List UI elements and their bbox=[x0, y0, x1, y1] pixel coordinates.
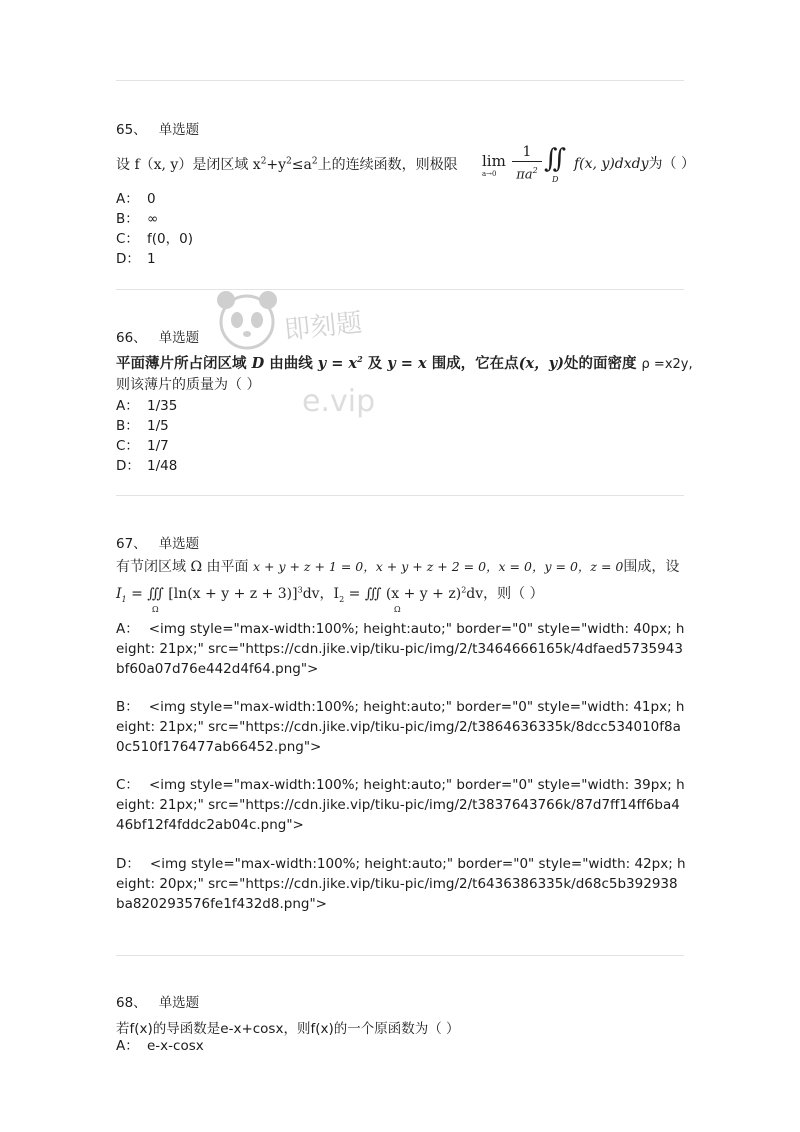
q65-stem-post: 上的连续函数，则极限 bbox=[317, 157, 458, 173]
q66-stem-b: 由曲线 bbox=[269, 355, 313, 372]
q66-stem-c: 及 bbox=[367, 355, 383, 372]
q66-option-d[interactable] bbox=[116, 456, 177, 476]
q65-type: 单选题 bbox=[158, 122, 200, 138]
q66-option-c[interactable] bbox=[116, 436, 169, 456]
q67-option-d-letter: D： bbox=[116, 856, 140, 872]
q65-sup-a: 2 bbox=[260, 156, 267, 167]
q65-option-d[interactable] bbox=[116, 249, 156, 269]
q66-option-a-letter: A： bbox=[116, 398, 139, 414]
q67-number: 67、 bbox=[116, 536, 147, 552]
q66-curve1-sup: 2 bbox=[357, 354, 363, 365]
divider-top bbox=[116, 80, 684, 81]
q66-stem bbox=[116, 352, 696, 373]
q67-i2-sub: 2 bbox=[339, 594, 345, 604]
q65-integral-sub: D bbox=[552, 175, 559, 184]
q66-option-b-letter: B： bbox=[116, 418, 139, 434]
divider-65-66 bbox=[116, 289, 684, 290]
q66-option-d-text: 1/48 bbox=[147, 458, 178, 474]
q65-option-b[interactable] bbox=[116, 209, 158, 229]
q65-stem-mid1: +y bbox=[266, 157, 287, 173]
q65-option-c[interactable] bbox=[116, 229, 193, 249]
q67-option-c[interactable] bbox=[116, 775, 686, 835]
q67-option-c-text: <img style="max-width:100%; height:auto;" border="0" style="width: 39px; height: 21px;" src="https://cdn.jike.vip/tiku-pic/img/2/t3837643766k/87d7ff14ff6ba446bf12f4fddc2ab04c.png"> bbox=[116, 777, 685, 833]
q67-stem-line2 bbox=[116, 583, 696, 619]
q65-integrand-text: f(x, y)dxdy bbox=[574, 156, 649, 172]
q68-title bbox=[116, 991, 199, 1011]
q65-frac-den-sup: 2 bbox=[532, 166, 538, 175]
q67-option-a-text: <img style="max-width:100%; height:auto;" border="0" style="width: 40px; height: 21px;" src="https://cdn.jike.vip/tiku-pic/img/2/t3464666165k/4dfaed5735943bf60a07d76e442d4f64.png"> bbox=[116, 621, 685, 677]
q67-i1-sub: 1 bbox=[121, 594, 127, 604]
q65-integral: ∬ bbox=[544, 144, 567, 174]
q67-stem-line1 bbox=[116, 556, 696, 576]
q68-number: 68、 bbox=[116, 995, 147, 1011]
q67-option-d[interactable] bbox=[116, 854, 686, 914]
watermark-domain: e.vip bbox=[302, 384, 376, 419]
q66-curve2: y = x bbox=[387, 355, 427, 372]
q67-option-a[interactable] bbox=[116, 619, 686, 679]
q67-i1-tail: dv，I bbox=[302, 586, 340, 602]
q66-option-b-text: 1/5 bbox=[147, 418, 169, 434]
q65-sup-b: 2 bbox=[286, 156, 292, 167]
q66-number: 66、 bbox=[116, 330, 147, 346]
q67-omega-sub-1: Ω bbox=[152, 605, 159, 614]
q67-option-b-letter: B： bbox=[116, 699, 139, 715]
q66-stem-d: 围成，它在点 bbox=[431, 355, 519, 372]
q66-option-c-text: 1/7 bbox=[147, 438, 169, 454]
divider-66-67 bbox=[116, 495, 684, 496]
q67-i1 bbox=[116, 586, 127, 602]
q67-option-b-text: <img style="max-width:100%; height:auto;" border="0" style="width: 41px; height: 21px;" src="https://cdn.jike.vip/tiku-pic/img/2/t3864636335k/8dcc534010f8a0c510f176477ab66452.png"> bbox=[116, 699, 685, 755]
q66-var-d: D bbox=[251, 355, 265, 372]
q67-i1-eq: = ∭ [ln(x + y + z + 3)] bbox=[131, 586, 298, 602]
q66-option-c-letter: C： bbox=[116, 438, 139, 454]
q66-point: (x，y) bbox=[518, 355, 564, 372]
q66-stem-a: 平面薄片所占闭区域 bbox=[116, 355, 247, 372]
q67-option-a-letter: A： bbox=[116, 621, 139, 637]
q65-option-b-text: ∞ bbox=[147, 211, 159, 227]
q65-frac-den-wrap bbox=[512, 162, 542, 183]
q66-stem-line2: 则该薄片的质量为（ ） bbox=[116, 377, 261, 393]
q67-option-c-letter: C： bbox=[116, 777, 139, 793]
panda-logo-icon bbox=[212, 286, 282, 352]
q65-integrand bbox=[574, 153, 695, 173]
q66-option-d-letter: D： bbox=[116, 458, 140, 474]
q67-i2-sup: 2 bbox=[461, 585, 467, 595]
q65-option-a-text: 0 bbox=[147, 191, 156, 207]
q66-density: ρ =x2y, bbox=[641, 357, 693, 372]
q66-title bbox=[116, 326, 199, 346]
q65-lim-sub: a→0 bbox=[482, 170, 497, 178]
q67-stem-b: 围成，设 bbox=[623, 559, 680, 575]
q68-option-a[interactable] bbox=[116, 1036, 204, 1056]
q67-type: 单选题 bbox=[158, 536, 200, 552]
q65-tail: 为（ ） bbox=[648, 156, 695, 172]
q65-option-b-letter: B： bbox=[116, 211, 139, 227]
q66-option-a-text: 1/35 bbox=[147, 398, 178, 414]
q68-option-a-text: e-x-cosx bbox=[147, 1038, 204, 1054]
q65-title bbox=[116, 118, 199, 138]
q65-number: 65、 bbox=[116, 122, 147, 138]
q66-type: 单选题 bbox=[158, 330, 200, 346]
q68-option-a-letter: A： bbox=[116, 1038, 139, 1054]
q65-stem-mid2: ≤a bbox=[291, 157, 312, 173]
q67-i1-sup: 3 bbox=[297, 585, 303, 595]
q65-option-a[interactable] bbox=[116, 189, 156, 209]
q65-lim bbox=[482, 152, 506, 178]
q67-option-d-text: <img style="max-width:100%; height:auto;" border="0" style="width: 42px; height: 20px;" src="https://cdn.jike.vip/tiku-pic/img/2/t6436386335k/d68c5b392938ba820293576fe1f432d8.png"> bbox=[116, 856, 686, 912]
q65-option-d-text: 1 bbox=[147, 251, 156, 267]
q66-option-b[interactable] bbox=[116, 416, 169, 436]
q67-option-b[interactable] bbox=[116, 697, 686, 757]
q65-option-c-letter: C： bbox=[116, 231, 139, 247]
q68-type: 单选题 bbox=[158, 995, 200, 1011]
q67-planes: x + y + z + 1 = 0，x + y + z + 2 = 0，x = 0，y = 0，z = 0 bbox=[252, 559, 624, 574]
q66-curve1-text: y = x bbox=[317, 355, 358, 372]
q65-option-d-letter: D： bbox=[116, 251, 140, 267]
q65-sup-c: 2 bbox=[311, 156, 318, 167]
q67-i1-letter: I bbox=[116, 586, 122, 602]
q65-frac-den: πa bbox=[516, 167, 533, 183]
q68-stem: 若f(x)的导函数是e-x+cosx，则f(x)的一个原函数为（ ） bbox=[116, 1021, 460, 1037]
q66-curve1 bbox=[318, 355, 363, 372]
q67-i2-tail: dv，则（ ） bbox=[466, 586, 544, 602]
q65-stem bbox=[116, 144, 696, 190]
q67-title bbox=[116, 532, 199, 552]
q65-lim-word: lim bbox=[482, 152, 506, 170]
divider-67-68 bbox=[116, 955, 684, 956]
q65-fraction bbox=[512, 144, 542, 183]
q66-option-a[interactable] bbox=[116, 396, 177, 416]
q65-stem-pre: 设 f（x, y）是闭区域 x bbox=[116, 157, 261, 173]
q67-stem-a: 有节闭区域 Ω 由平面 bbox=[116, 559, 249, 575]
q67-omega-sub-2: Ω bbox=[394, 605, 401, 614]
q67-i2-eq: = ∭ (x + y + z) bbox=[348, 586, 462, 602]
q65-option-c-text: f(0，0) bbox=[147, 231, 193, 247]
q65-option-a-letter: A： bbox=[116, 191, 139, 207]
watermark-brand: 即刻题 bbox=[282, 307, 364, 346]
q66-stem-e: 处的面密度 bbox=[563, 355, 637, 372]
q65-frac-num: 1 bbox=[512, 144, 542, 162]
